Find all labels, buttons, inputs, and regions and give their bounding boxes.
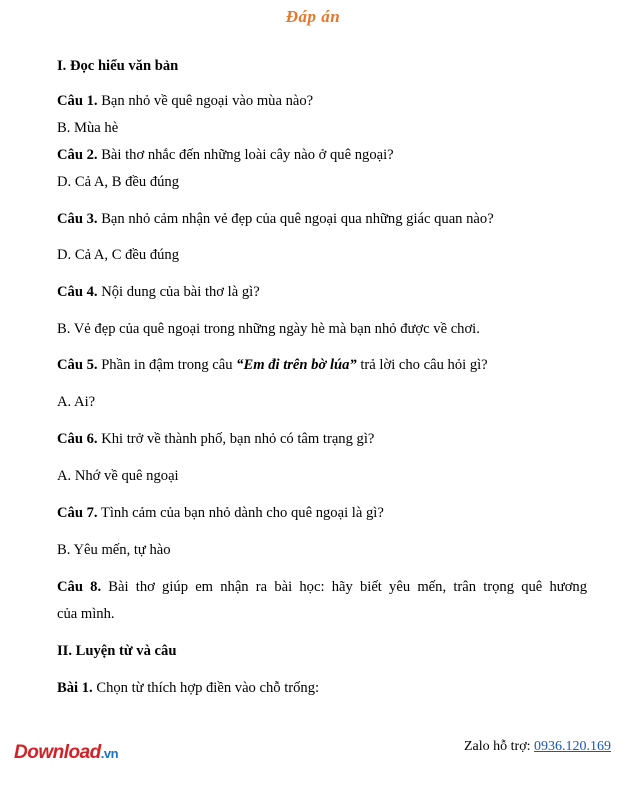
question-text: Bài thơ giúp em nhận ra bài học: hãy biết yêu mến, trân trọng quê hương <box>101 579 588 595</box>
question-text: trả lời cho câu hỏi gì? <box>356 357 488 373</box>
section-heading-reading: I. Đọc hiểu văn bản <box>57 58 179 74</box>
exercise-1 <box>57 679 587 697</box>
question-3 <box>57 210 587 228</box>
answer-1: B. Mùa hè <box>57 120 119 136</box>
question-8 <box>57 578 587 596</box>
logo-ext: .vn <box>100 746 119 761</box>
question-text: Bạn nhỏ cảm nhận vẻ đẹp của quê ngoại qua những giác quan nào? <box>97 211 494 227</box>
question-label: Câu 1. <box>57 93 98 109</box>
question-label: Câu 3. <box>57 211 98 227</box>
question-text: Nội dung của bài thơ là gì? <box>97 284 260 300</box>
question-6 <box>57 430 587 448</box>
question-7 <box>57 504 587 522</box>
question-label: Câu 7. <box>57 505 98 521</box>
support-phone-link[interactable]: 0936.120.169 <box>534 739 611 754</box>
question-label: Câu 8. <box>57 579 102 595</box>
answer-7: B. Yêu mến, tự hào <box>57 542 171 558</box>
question-4 <box>57 283 587 301</box>
download-logo[interactable] <box>14 742 118 764</box>
answer-4: B. Vẻ đẹp của quê ngoại trong những ngày hè mà bạn nhỏ được về chơi. <box>57 321 480 337</box>
exercise-text: Chọn từ thích hợp điền vào chỗ trống: <box>92 680 320 696</box>
question-1 <box>57 92 587 110</box>
question-label: Câu 2. <box>57 147 98 163</box>
support-label: Zalo hỗ trợ: <box>464 739 534 754</box>
answer-2: D. Cả A, B đều đúng <box>57 174 180 190</box>
exercise-label: Bài 1. <box>57 680 93 696</box>
question-text: Phần in đậm trong câu <box>97 357 237 373</box>
question-text: Khi trở về thành phố, bạn nhỏ có tâm trạng gì? <box>97 431 375 447</box>
question-text: Tình cảm của bạn nhỏ dành cho quê ngoại là gì? <box>97 505 384 521</box>
answer-6: A. Nhớ về quê ngoại <box>57 468 179 484</box>
answer-3: D. Cả A, C đều đúng <box>57 247 180 263</box>
question-quote: “Em đi trên bờ lúa” <box>236 357 357 373</box>
question-label: Câu 5. <box>57 357 98 373</box>
section-heading-vocabulary: II. Luyện từ và câu <box>57 643 177 659</box>
answer-5: A. Ai? <box>57 394 96 410</box>
logo-main: Download <box>14 742 101 763</box>
question-text: Bài thơ nhắc đến những loài cây nào ở quê ngoại? <box>97 147 394 163</box>
question-text: Bạn nhỏ về quê ngoại vào mùa nào? <box>97 93 314 109</box>
question-5 <box>57 356 587 374</box>
zalo-support <box>464 739 611 755</box>
question-2 <box>57 146 587 164</box>
question-label: Câu 4. <box>57 284 98 300</box>
question-8-continued: của mình. <box>57 606 115 622</box>
question-label: Câu 6. <box>57 431 98 447</box>
page-title: Đáp án <box>285 7 341 26</box>
